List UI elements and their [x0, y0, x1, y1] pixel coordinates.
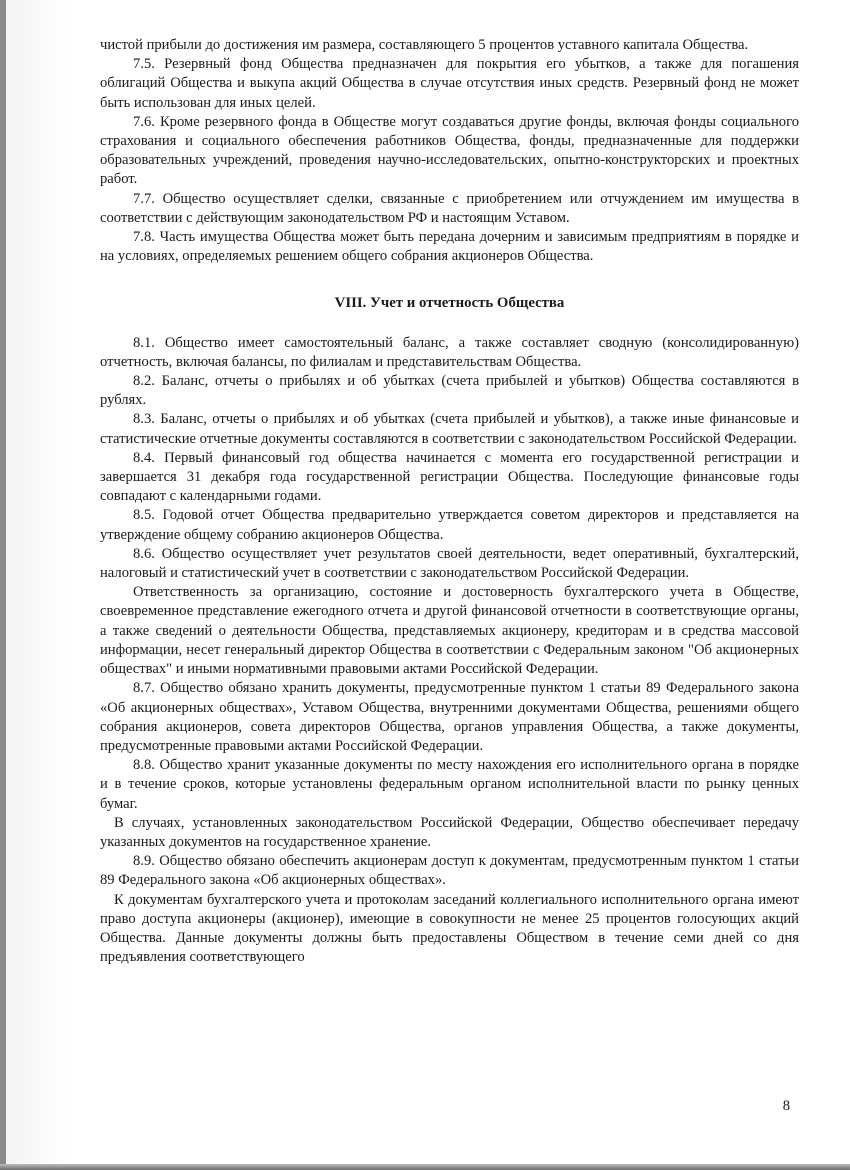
paragraph: 7.7. Общество осуществляет сделки, связанные с приобретением или отчуждением им имущества в соответствии с действующим законодательством РФ и настоящим Уставом. — [100, 190, 799, 226]
paragraph: 8.5. Годовой отчет Общества предварительно утверждается советом директоров и представляется на утверждение общему собранию акционеров Общества. — [100, 507, 799, 543]
document-body — [100, 36, 799, 967]
paragraph: Ответственность за организацию, состояние и достоверность бухгалтерского учета в Обществе, своевременное представление ежегодного отчета и другой финансовой отчетности в соответствующие органы, а также сведений о деятельности Общества, представляемых акционеру, кредиторам и в средства массовой информации, несет генеральный директор Общества в соответствии с Федеральным законом "Об акционерных обществах" и иными нормативными правовыми актами Российской Федерации. — [100, 584, 799, 678]
section-title: VIII. Учет и отчетность Общества — [334, 295, 565, 312]
page-number: 8 — [782, 1098, 790, 1114]
paragraph: В случаях, установленных законодательством Российской Федерации, Общество обеспечивает передачу указанных документов на государственное хранение. — [100, 814, 799, 850]
paragraph: 7.8. Часть имущества Общества может быть передана дочерним и зависимым предприятиям в порядке и на условиях, определяемых решением общего собрания акционеров Общества. — [100, 229, 799, 265]
scan-bottom-edge — [0, 1164, 850, 1170]
paragraph: К документам бухгалтерского учета и протоколам заседаний коллегиального исполнительного органа имеют право доступа акционеры (акционер), имеющие в совокупности не менее 25 процентов голосующих акций Общества. Данные документы должны быть предоставлены Обществом в течение семи дней со дня предъявления соответствующего — [100, 891, 799, 966]
paragraph: 8.2. Баланс, отчеты о прибылях и об убытках (счета прибылей и убытков) Общества составляются в рублях. — [100, 373, 799, 409]
paragraph: 7.6. Кроме резервного фонда в Обществе могут создаваться другие фонды, включая фонды социального страхования и социального обеспечения работников Общества, фонды, предназначенные для поддержки образовательных учреждений, проведения научно-исследовательских, опытно-конструкторских и проектных работ. — [100, 113, 799, 188]
paragraph: 8.3. Баланс, отчеты о прибылях и об убытках (счета прибылей и убытков), а также иные финансовые и статистические отчетные документы составляются в соответствии с законодательством Российской Федерации. — [100, 411, 799, 447]
paragraph: 8.4. Первый финансовый год общества начинается с момента его государственной регистрации и завершается 31 декабря года государственной регистрации Общества. Последующие финансовые годы совпадают с календарными годами. — [100, 449, 799, 505]
paragraph: 8.7. Общество обязано хранить документы, предусмотренные пунктом 1 статьи 89 Федерального закона «Об акционерных обществах», Уставом Общества, внутренними документами Общества, решениями общего собрания акционеров, совета директоров Общества, органов управления Общества, а также документы, предусмотренные правовыми актами Российской Федерации. — [100, 680, 799, 754]
paragraph: чистой прибыли до достижения им размера, составляющего 5 процентов уставного капитала Общества. — [100, 37, 749, 53]
paragraph: 8.1. Общество имеет самостоятельный баланс, а также составляет сводную (консолидированную) отчетность, включая балансы, по филиалам и представительствам Общества. — [100, 334, 799, 370]
paragraph: 7.5. Резервный фонд Общества предназначен для покрытия его убытков, а также для погашения облигаций Общества и выкупа акций Общества в случае отсутствия иных средств. Резервный фонд не может быть использован для иных целей. — [100, 56, 799, 111]
scan-left-edge — [0, 0, 6, 1170]
paragraph: 8.8. Общество хранит указанные документы по месту нахождения его исполнительного органа в порядке и в течение сроков, которые установлены федеральным органом исполнительной власти по рынку ценных бумаг. — [100, 757, 799, 812]
section-vii-continuation — [100, 36, 799, 266]
paragraph: 8.6. Общество осуществляет учет результатов своей деятельности, ведет оперативный, бухгалтерский, налоговый и статистический учет в соответствии с законодательством Российской Федерации. — [100, 545, 799, 582]
paragraph: 8.9. Общество обязано обеспечить акционерам доступ к документам, предусмотренным пунктом 1 статьи 89 Федерального закона «Об акционерных обществах». — [100, 853, 799, 889]
section-viii-body — [100, 334, 799, 968]
